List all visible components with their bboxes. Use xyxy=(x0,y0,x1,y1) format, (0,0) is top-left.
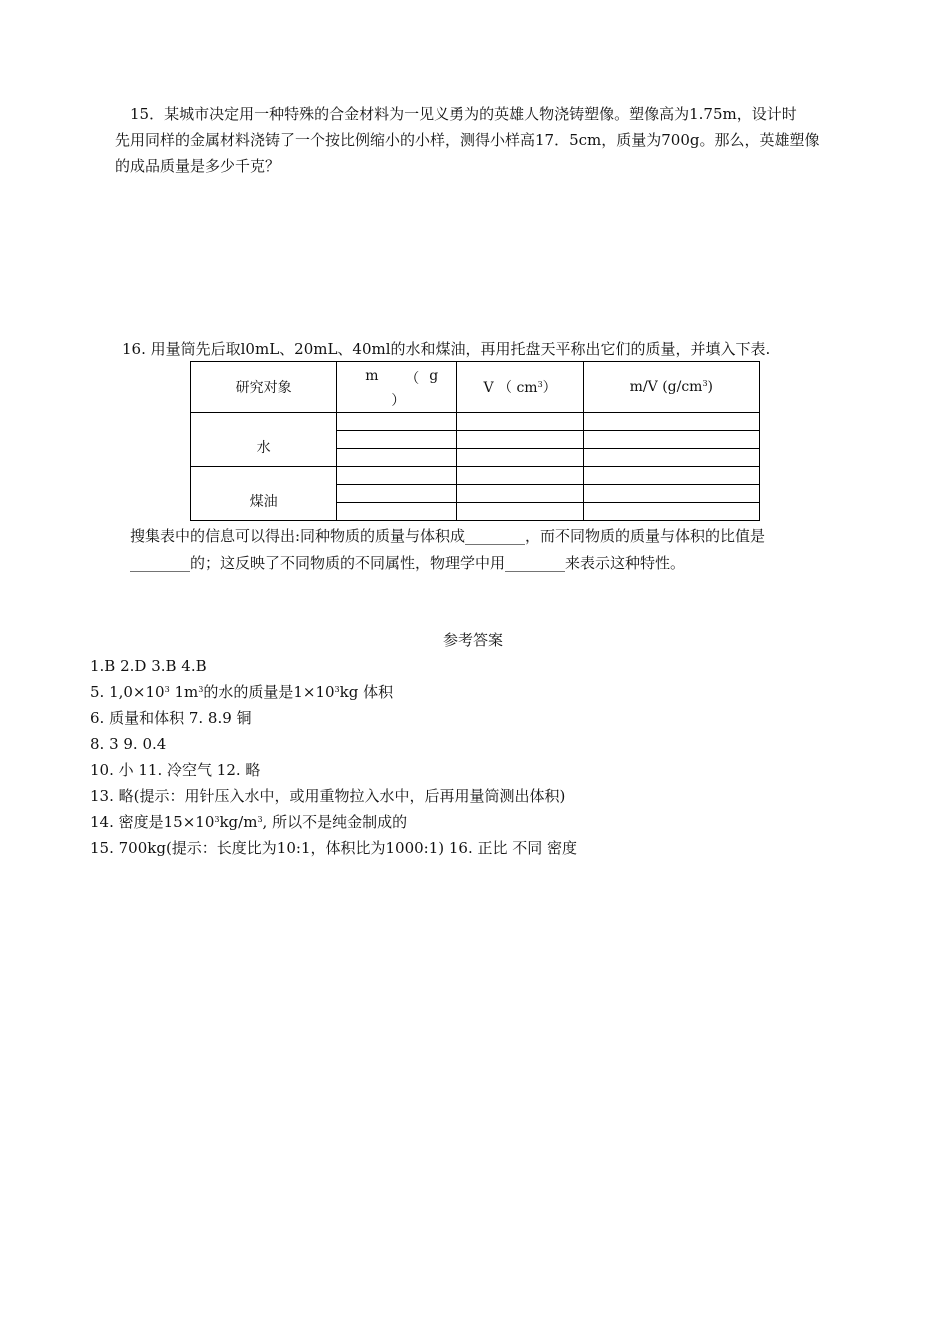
table-cell xyxy=(457,413,583,431)
answers-title: 参考答案 xyxy=(443,631,504,649)
answer-14-part: 14. 密度是15×10 xyxy=(90,813,215,831)
q16-conclusion-line-1: 搜集表中的信息可以得出:同种物质的质量与体积成________，而不同物质的质量与体积的比值是 xyxy=(130,527,766,545)
answer-5-part: 5. 1,0×10 xyxy=(90,683,165,701)
row-label-kerosene-text: 煤油 xyxy=(249,493,278,510)
header-object-label: 研究对象 xyxy=(235,380,292,396)
header-volume-sup: 3 xyxy=(537,380,543,389)
header-mass-open: （ xyxy=(405,371,420,387)
row-label-water-text: 水 xyxy=(256,439,271,456)
table-cell xyxy=(337,467,457,485)
answer-1-4: 1.B 2.D 3.B 4.B xyxy=(90,657,207,675)
answer-15-16: 15. 700kg(提示：长度比为10:1，体积比为1000:1) 16. 正比 不同 密度 xyxy=(90,839,578,857)
header-object xyxy=(191,362,337,413)
q15-line-2: 先用同样的金属材料浇铸了一个按比例缩小的小样，测得小样高17．5cm，质量为700g。那么，英雄塑像 xyxy=(115,131,820,149)
header-mass xyxy=(337,362,457,413)
header-ratio-close: ) xyxy=(707,379,714,395)
table-cell xyxy=(457,467,583,485)
answer-5-part: 1m xyxy=(169,683,199,701)
table-cell xyxy=(457,503,583,521)
header-ratio-sup: 3 xyxy=(702,379,708,388)
answer-14-sup: 3 xyxy=(257,815,263,824)
answer-5-part: 的水的质量是1×10 xyxy=(203,683,335,701)
header-volume-close: ） xyxy=(542,380,557,396)
table-cell xyxy=(583,413,759,431)
header-mass-close: ） xyxy=(391,393,406,409)
table-cell xyxy=(457,449,583,467)
table-cell xyxy=(583,431,759,449)
header-ratio xyxy=(583,362,759,413)
answer-5-sup: 3 xyxy=(164,685,170,694)
data-table xyxy=(190,361,760,521)
table-header-row xyxy=(191,362,760,413)
table-cell xyxy=(457,485,583,503)
table-cell xyxy=(337,431,457,449)
answer-10-12: 10. 小 11. 冷空气 12. 略 xyxy=(90,761,261,779)
answer-5 xyxy=(90,682,393,702)
table-cell xyxy=(457,431,583,449)
table-row xyxy=(191,467,760,485)
answer-14-sup: 3 xyxy=(214,815,220,824)
table-cell xyxy=(337,503,457,521)
answer-5-part: kg 体积 xyxy=(339,683,394,701)
table-cell xyxy=(337,449,457,467)
answer-14 xyxy=(90,812,407,832)
q15-line-1: 15．某城市决定用一种特殊的合金材料为一见义勇为的英雄人物浇铸塑像。塑像高为1.75m，设计时 xyxy=(130,105,797,123)
table-cell xyxy=(583,485,759,503)
table-row xyxy=(191,413,760,431)
answer-6-7: 6. 质量和体积 7. 8.9 铜 xyxy=(90,709,252,727)
header-volume xyxy=(457,362,583,413)
header-ratio-label: m/V (g/cm xyxy=(629,379,703,395)
answer-13: 13. 略(提示：用针压入水中，或用重物拉入水中，后再用量筒测出体积) xyxy=(90,787,566,805)
header-mass-m: m xyxy=(365,368,379,384)
q16-intro: 16. 用量筒先后取l0mL、20mL、40ml的水和煤油，再用托盘天平称出它们的质量，并填入下表. xyxy=(122,340,771,358)
answer-5-sup: 3 xyxy=(334,685,340,694)
header-volume-label: V （ cm xyxy=(483,380,538,396)
table-cell xyxy=(583,467,759,485)
answer-14-part: , 所以不是纯金制成的 xyxy=(262,813,408,831)
table-cell xyxy=(583,503,759,521)
answer-8-9: 8. 3 9. 0.4 xyxy=(90,735,167,753)
table-cell xyxy=(337,413,457,431)
q15-line-3: 的成品质量是多少千克？ xyxy=(115,157,281,175)
q16-conclusion-line-2: ________的；这反映了不同物质的不同属性，物理学中用________来表示这种特性。 xyxy=(130,554,686,572)
answer-14-part: kg/m xyxy=(219,813,258,831)
table-cell xyxy=(337,485,457,503)
row-label-water xyxy=(191,413,337,467)
row-label-kerosene xyxy=(191,467,337,521)
header-mass-g: g xyxy=(429,368,439,384)
table-cell xyxy=(583,449,759,467)
answer-5-sup: 3 xyxy=(198,685,204,694)
